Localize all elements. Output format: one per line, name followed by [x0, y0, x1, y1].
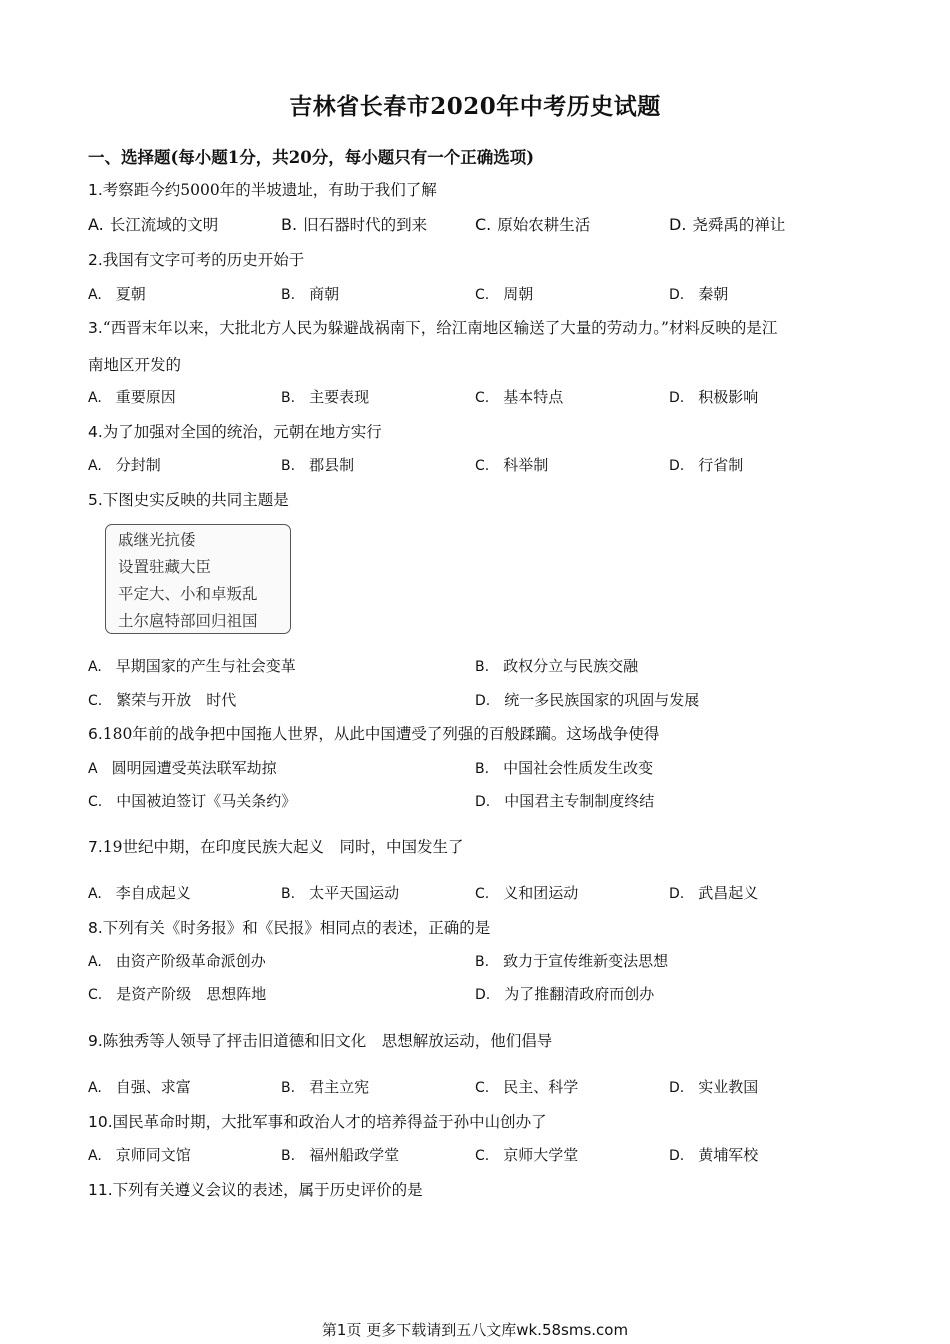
option-6b: B. 中国社会性质发生改变: [475, 759, 654, 777]
option-6d: D. 中国君主专制制度终结: [475, 792, 655, 810]
option-8c: C. 是资产阶级 思想阵地: [88, 985, 267, 1003]
question-1: [88, 178, 437, 200]
option-8d: D. 为了推翻清政府而创办: [475, 985, 655, 1003]
option-1b: B. 旧石器时代的到来: [281, 215, 428, 234]
option-5d: D. 统一多民族国家的巩固与发展: [475, 691, 700, 709]
option-3b: B. 主要表现: [281, 388, 370, 406]
option-4c: C. 科举制: [475, 456, 549, 474]
option-1c: C. 原始农耕生活: [475, 215, 591, 234]
option-3a: A. 重要原因: [88, 388, 176, 406]
option-1d: D. 尧舜禹的禅让: [669, 215, 786, 234]
figure-line: 戚继光抗倭: [118, 531, 196, 549]
option-5b: B. 政权分立与民族交融: [475, 657, 639, 675]
option-4d: D. 行省制: [669, 456, 744, 474]
option-8b: B. 致力于宣传维新变法思想: [475, 952, 669, 970]
option-9c: C. 民主、科学: [475, 1078, 579, 1096]
option-7c: C. 义和团运动: [475, 884, 579, 902]
option-10b: B. 福州船政学堂: [281, 1146, 400, 1164]
option-5c: C. 繁荣与开放 时代: [88, 691, 237, 709]
section-heading: 一、选择题(每小题1分，共20分，每小题只有一个正确选项): [88, 148, 535, 167]
question-8: 8.下列有关《时务报》和《民报》相同点的表述，正确的是: [88, 919, 491, 937]
question-text: 考察距今约5000年的半坡遗址，有助于我们了解: [102, 181, 437, 199]
question-9: 9.陈独秀等人领导了抨击旧道德和旧文化 思想解放运动，他们倡导: [88, 1032, 553, 1050]
option-6c: C. 中国被迫签订《马关条约》: [88, 792, 297, 810]
option-9b: B. 君主立宪: [281, 1078, 370, 1096]
figure-line: 平定大、小和卓叛乱: [118, 585, 258, 603]
page-title: 吉林省长春市2020年中考历史试题: [289, 93, 661, 120]
option-4a: A. 分封制: [88, 456, 161, 474]
option-10a: A. 京师同文馆: [88, 1146, 191, 1164]
historical-facts-figure: [105, 524, 291, 634]
page-footer: 第1页 更多下载请到五八文库wk.58sms.com: [321, 1321, 629, 1339]
option-6a: A 圆明园遭受英法联军劫掠: [88, 759, 277, 777]
question-10: 10.国民革命时期，大批军事和政治人才的培养得益于孙中山创办了: [88, 1113, 547, 1131]
option-3c: C. 基本特点: [475, 388, 564, 406]
option-9d: D. 实业教国: [669, 1078, 759, 1096]
option-5a: A. 早期国家的产生与社会变革: [88, 657, 296, 675]
option-10d: D. 黄埔军校: [669, 1146, 759, 1164]
option-4b: B. 郡县制: [281, 456, 355, 474]
figure-line: 设置驻藏大臣: [118, 558, 212, 576]
option-7a: A. 李自成起义: [88, 884, 191, 902]
option-7b: B. 太平天国运动: [281, 884, 400, 902]
option-2c: C. 周朝: [475, 285, 534, 303]
question-5: 5.下图史实反映的共同主题是: [88, 491, 289, 509]
option-2b: B. 商朝: [281, 285, 340, 303]
question-4: 4.为了加强对全国的统治，元朝在地方实行: [88, 423, 382, 441]
question-3: 3.“西晋末年以来，大批北方人民为躲避战祸南下，给江南地区输送了大量的劳动力。”材料反映的是江: [88, 319, 778, 337]
option-1a: A. 长江流域的文明: [88, 215, 219, 234]
option-2d: D. 秦朝: [669, 285, 729, 303]
option-3d: D. 积极影响: [669, 388, 759, 406]
option-2a: A. 夏朝: [88, 285, 146, 303]
question-11: 11.下列有关遵义会议的表述，属于历史评价的是: [88, 1181, 423, 1199]
question-7: 7.19世纪中期，在印度民族大起义 同时，中国发生了: [88, 838, 464, 856]
figure-line: 土尔扈特部回归祖国: [118, 612, 258, 630]
option-8a: A. 由资产阶级革命派创办: [88, 952, 266, 970]
question-6: 6.180年前的战争把中国拖人世界，从此中国遭受了列强的百般蹂躏。这场战争使得: [88, 725, 660, 743]
question-2: 2.我国有文字可考的历史开始于: [88, 251, 305, 269]
option-9a: A. 自强、求富: [88, 1078, 191, 1096]
question-3-continued: 南地区开发的: [88, 356, 182, 374]
question-number: 1.: [88, 181, 103, 199]
option-10c: C. 京师大学堂: [475, 1146, 579, 1164]
option-7d: D. 武昌起义: [669, 884, 759, 902]
